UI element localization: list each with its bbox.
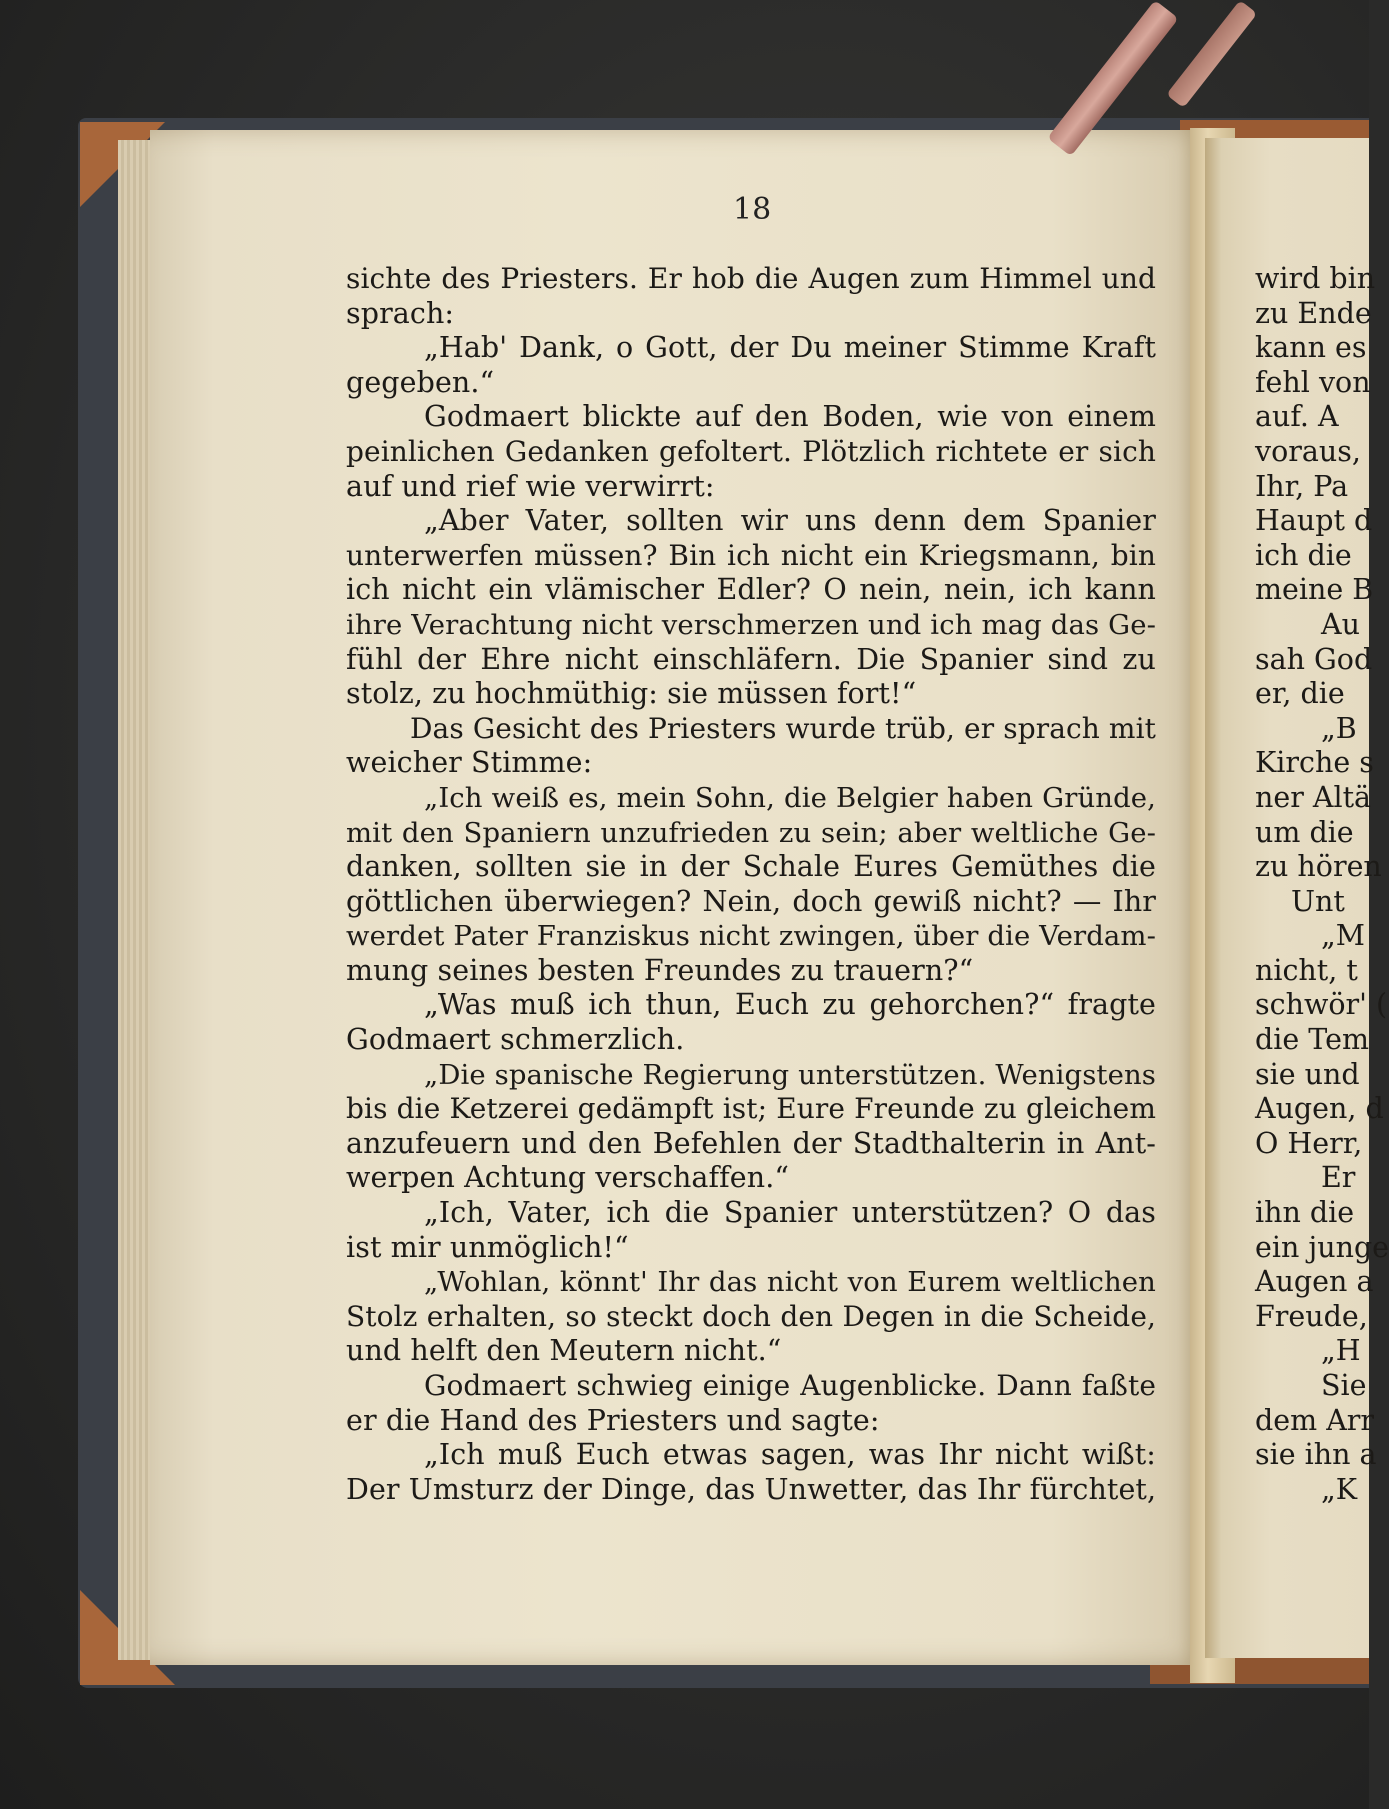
- text-line-partial: „K: [1321, 1472, 1358, 1506]
- text-line: auf und rief wie verwirrt:: [346, 469, 715, 503]
- text-line-partial: um die: [1255, 815, 1354, 849]
- text-line: peinlichen Gedanken gefoltert. Plötzlich richtete er sich: [346, 434, 1156, 468]
- text-line-partial: nicht, t: [1255, 953, 1358, 987]
- text-line-partial: ich die: [1255, 538, 1352, 572]
- text-line-partial: dem Arr: [1255, 1403, 1375, 1437]
- text-line: „Aber Vater, sollten wir uns denn dem Spanier: [424, 504, 1156, 538]
- text-line: „Ich weiß es, mein Sohn, die Belgier haben Gründe,: [424, 781, 1156, 814]
- text-line-partial: zu hören: [1255, 850, 1382, 884]
- text-line-partial: wird bin: [1255, 262, 1376, 295]
- text-line: er die Hand des Priesters und sagte:: [346, 1403, 880, 1437]
- text-line-partial: „B: [1321, 711, 1357, 745]
- text-line-partial: sie und: [1255, 1057, 1360, 1091]
- text-line: mung seines besten Freundes zu trauern?“: [346, 953, 974, 987]
- text-line-partial: „M: [1321, 919, 1365, 953]
- text-line: ihre Verachtung nicht verschmerzen und ich mag das Ge-: [346, 608, 1156, 641]
- text-line: werdet Pater Franziskus nicht zwingen, über die Verdam-: [346, 920, 1156, 953]
- text-line: danken, sollten sie in der Schale Eures Gemüthes die: [346, 850, 1156, 884]
- text-line-partial: Haupt d: [1255, 504, 1373, 538]
- text-line: werpen Achtung verschaffen.“: [346, 1161, 790, 1195]
- text-line-partial: fehl von: [1255, 365, 1371, 399]
- text-line: Der Umsturz der Dinge, das Unwetter, das Ihr fürchtet,: [346, 1472, 1157, 1506]
- page-number: 18: [733, 192, 772, 227]
- text-line-partial: „H: [1321, 1334, 1361, 1368]
- text-line-partial: schwör' (: [1255, 988, 1388, 1022]
- text-line-partial: ner Altä: [1255, 780, 1372, 814]
- text-line-partial: sie ihn a: [1255, 1438, 1377, 1472]
- text-line-partial: Au: [1321, 607, 1360, 641]
- text-line-partial: O Herr,: [1255, 1126, 1363, 1160]
- text-line-partial: ein junge: [1255, 1230, 1389, 1264]
- text-line-partial: Augen a: [1255, 1265, 1374, 1299]
- right-page-text: [1255, 262, 1389, 1507]
- text-line: ist mir unmöglich!“: [346, 1230, 629, 1264]
- text-line-partial: Augen, d: [1255, 1092, 1384, 1126]
- text-line: „Wohlan, könnt' Ihr das nicht von Eurem weltlichen: [424, 1266, 1156, 1299]
- text-line: Godmaert blickte auf den Boden, wie von einem: [424, 400, 1156, 434]
- text-line: mit den Spaniern unzufrieden zu sein; aber weltliche Ge-: [346, 816, 1156, 849]
- text-line-partial: er, die: [1255, 677, 1345, 711]
- text-line: Godmaert schwieg einige Augenblicke. Dann faßte: [424, 1369, 1156, 1402]
- text-line-partial: ihn die: [1255, 1196, 1355, 1230]
- text-line-partial: Ihr, Pa: [1255, 469, 1349, 503]
- text-line: anzufeuern und den Befehlen der Stadthalterin in Ant-: [346, 1126, 1156, 1160]
- text-line: und helft den Meutern nicht.“: [346, 1334, 782, 1368]
- text-line-partial: Er: [1321, 1161, 1356, 1195]
- text-line: Godmaert schmerzlich.: [346, 1023, 685, 1057]
- text-line-partial: zu Ende: [1255, 296, 1372, 330]
- text-line: ich nicht ein vlämischer Edler? O nein, nein, ich kann: [346, 573, 1156, 607]
- text-line: sprach:: [346, 296, 455, 330]
- text-line: „Die spanische Regierung unterstützen. Wenigstens: [424, 1058, 1156, 1091]
- text-line-partial: kann es: [1255, 331, 1367, 365]
- text-line: bis die Ketzerei gedämpft ist; Eure Freunde zu gleichem: [346, 1092, 1156, 1126]
- text-line-partial: die Tem: [1255, 1023, 1369, 1057]
- text-line-partial: auf. A: [1255, 400, 1339, 434]
- text-line-partial: sah God: [1255, 642, 1373, 676]
- text-line-partial: Kirche s: [1255, 746, 1374, 780]
- left-page-text: [346, 262, 1156, 1507]
- text-line: Stolz erhalten, so steckt doch den Degen in die Scheide,: [346, 1299, 1156, 1333]
- text-line-partial: meine B: [1255, 573, 1374, 607]
- text-line: fühl der Ehre nicht einschläfern. Die Spanier sind zu: [346, 642, 1156, 676]
- text-line: stolz, zu hochmüthig: sie müssen fort!“: [346, 677, 917, 711]
- text-line: sichte des Priesters. Er hob die Augen zum Himmel und: [346, 262, 1156, 295]
- text-line-partial: Sie: [1321, 1369, 1367, 1402]
- text-line: unterwerfen müssen? Bin ich nicht ein Kriegsmann, bin: [346, 538, 1156, 572]
- text-line-partial: Freude,: [1255, 1299, 1368, 1333]
- text-line-partial: Unt: [1291, 884, 1345, 918]
- text-line: göttlichen überwiegen? Nein, doch gewiß nicht? — Ihr: [346, 884, 1156, 918]
- text-line: „Hab' Dank, o Gott, der Du meiner Stimme Kraft: [424, 331, 1156, 365]
- text-line: „Was muß ich thun, Euch zu gehorchen?“ fragte: [424, 988, 1156, 1022]
- text-line: gegeben.“: [346, 365, 495, 399]
- text-line: „Ich, Vater, ich die Spanier unterstützen? O das: [424, 1196, 1156, 1230]
- text-line-partial: voraus,: [1255, 434, 1361, 468]
- text-line: Das Gesicht des Priesters wurde trüb, er sprach mit: [410, 711, 1156, 745]
- text-line: „Ich muß Euch etwas sagen, was Ihr nicht wißt:: [424, 1438, 1156, 1472]
- text-line: weicher Stimme:: [346, 746, 593, 780]
